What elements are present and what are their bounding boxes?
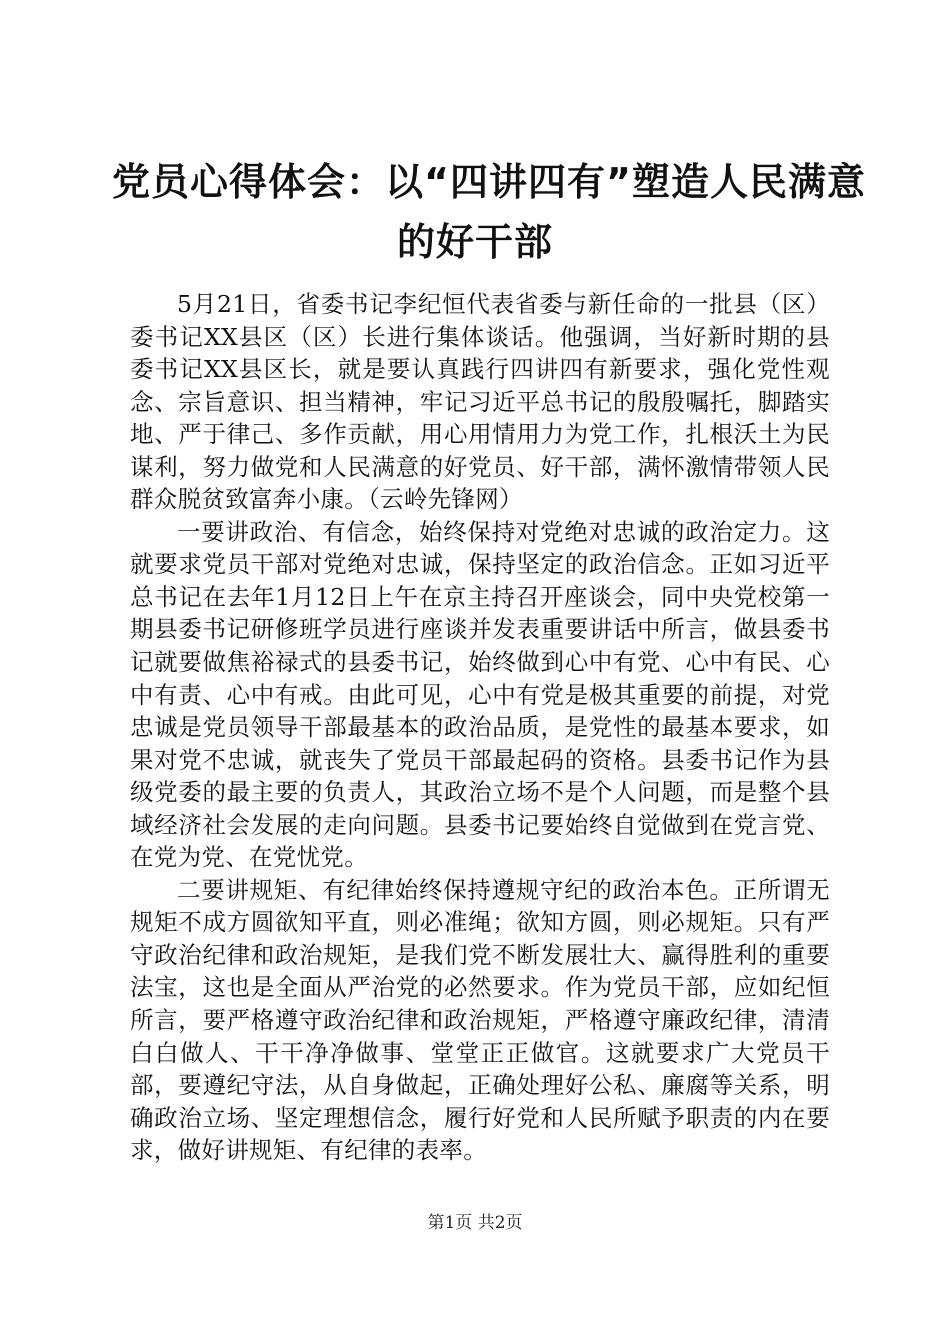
page-number-footer: 第1页 共2页 (427, 1213, 523, 1233)
document-body (130, 288, 830, 1167)
paragraph-point-two: 二要讲规矩、有纪律始终保持遵规守纪的政治本色。正所谓无规矩不成方圆欲知平直，则必准绳；欲知方圆，则必规矩。只有严守政治纪律和政治规矩，是我们党不断发展壮大、赢得胜利的重要法宝，这也是全面从严治党的必然要求。作为党员干部，应如纪恒所言，要严格遵守政治纪律和政治规矩，严格遵守廉政纪律，清清白白做人、干干净净做事、堂堂正正做官。这就要求广大党员干部，要遵纪守法，从自身做起，正确处理好公私、廉腐等关系，明确政治立场、坚定理想信念，履行好党和人民所赋予职责的内在要求，做好讲规矩、有纪律的表率。 (130, 875, 830, 1165)
paragraph-point-one: 一要讲政治、有信念，始终保持对党绝对忠诚的政治定力。这就要求党员干部对党绝对忠诚，保持坚定的政治信念。正如习近平总书记在去年1月12日上午在京主持召开座谈会，同中央党校第一期县委书记研修班学员进行座谈并发表重要讲话中所言，做县委书记就要做焦裕禄式的县委书记，始终做到心中有党、心中有民、心中有责、心中有戒。由此可见，心中有党是极其重要的前提，对党忠诚是党员领导干部最基本的政治品质，是党性的最基本要求，如果对党不忠诚，就丧失了党员干部最起码的资格。县委书记作为县级党委的最主要的负责人，其政治立场不是个人问题，而是整个县域经济社会发展的走向问题。县委书记要始终自觉做到在党言党、在党为党、在党忧党。 (130, 517, 830, 872)
paragraph-intro: 5月21日，省委书记李纪恒代表省委与新任命的一批县（区）委书记XX县区（区）长进行集体谈话。他强调，当好新时期的县委书记XX县区长，就是要认真践行四讲四有新要求，强化党性观念、宗旨意识、担当精神，牢记习近平总书记的殷殷嘱托，脚踏实地、严于律己、多作贡献，用心用情用力为党工作，扎根沃土为民谋利，努力做党和人民满意的好党员、好干部，满怀激情带领人民群众脱贫致富奔小康。（云岭先锋网） (130, 290, 830, 514)
document-title-line-2: 的好干部 (396, 220, 553, 264)
document-title-line-1: 党员心得体会：以“四讲四有”塑造人民满意 (112, 160, 866, 204)
